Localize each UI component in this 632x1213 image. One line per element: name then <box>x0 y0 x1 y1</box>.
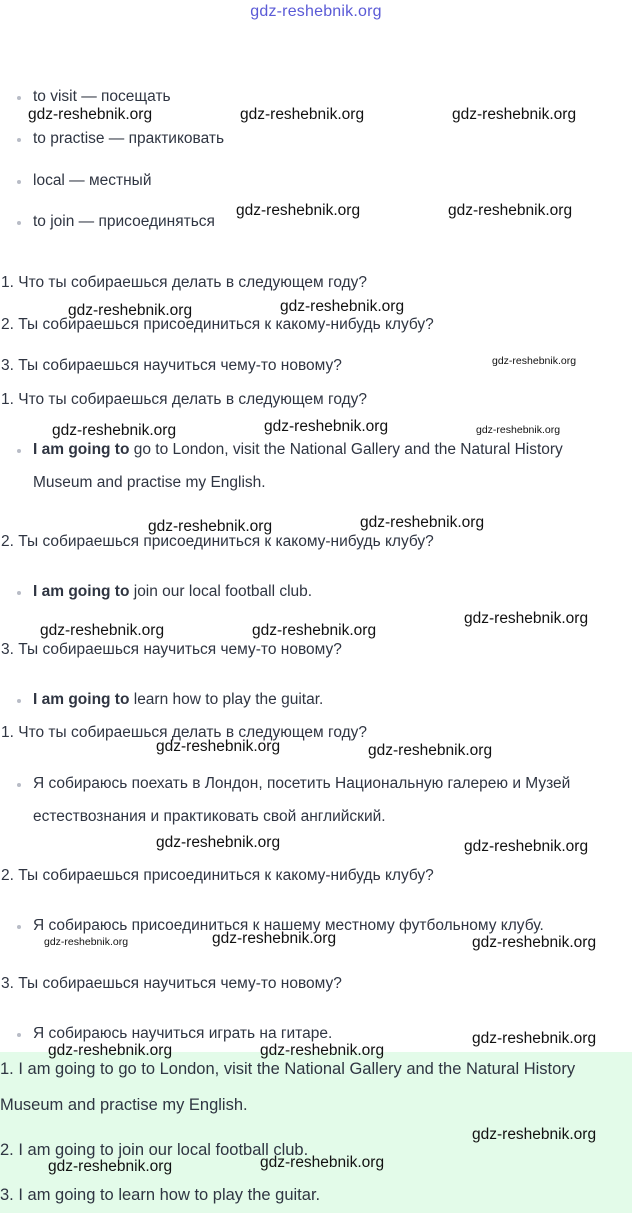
watermark: gdz-reshebnik.org <box>464 610 589 627</box>
vocab-item-join: to join — присоединяться <box>33 213 215 230</box>
watermark: gdz-reshebnik.org <box>260 1154 385 1171</box>
answer-en-2 <box>33 583 312 601</box>
watermark: gdz-reshebnik.org <box>240 106 365 123</box>
answer-en-3 <box>33 691 323 709</box>
watermark: gdz-reshebnik.org <box>368 742 493 759</box>
watermark: gdz-reshebnik.org <box>252 622 377 639</box>
question-1: 1. Что ты собираешься делать в следующем году? <box>1 391 368 408</box>
answer-ru-1-line2: естествознания и практиковать свой английский. <box>33 808 386 825</box>
watermark: gdz-reshebnik.org <box>492 355 577 367</box>
watermark: gdz-reshebnik.org <box>40 622 165 639</box>
watermark: gdz-reshebnik.org <box>48 1042 173 1059</box>
watermark: gdz-reshebnik.org <box>360 514 485 531</box>
vocab-item-local: local — местный <box>33 172 152 189</box>
answer-en-2-rest: join our local football club. <box>129 583 313 600</box>
watermark: gdz-reshebnik.org <box>472 934 597 951</box>
question-3: 3. Ты собираешься научиться чему-то новому? <box>1 975 342 992</box>
question-1: 1. Что ты собираешься делать в следующем году? <box>1 724 368 741</box>
answer-ru-2: Я собираюсь присоединиться к нашему местному футбольному клубу. <box>33 917 544 934</box>
answer-en-2-bold: I am going to <box>33 583 130 600</box>
watermark: gdz-reshebnik.org <box>472 1126 597 1143</box>
question-1: 1. Что ты собираешься делать в следующем году? <box>1 274 368 291</box>
final-answer-1: 1. I am going to go to London, visit the National Gallery and the Natural History <box>0 1060 576 1078</box>
answer-en-1 <box>33 441 563 459</box>
watermark: gdz-reshebnik.org <box>236 202 361 219</box>
answer-en-1-rest: go to London, visit the National Gallery and the Natural History <box>129 441 563 458</box>
watermark: gdz-reshebnik.org <box>260 1042 385 1059</box>
answer-en-3-rest: learn how to play the guitar. <box>129 691 324 708</box>
answer-en-1-bold: I am going to <box>33 441 130 458</box>
watermark: gdz-reshebnik.org <box>280 298 405 315</box>
watermark: gdz-reshebnik.org <box>28 106 153 123</box>
answer-ru-3: Я собираюсь научиться играть на гитаре. <box>33 1025 333 1042</box>
final-answer-2: 2. I am going to join our local football club. <box>0 1141 309 1159</box>
watermark: gdz-reshebnik.org <box>448 202 573 219</box>
watermark: gdz-reshebnik.org <box>52 422 177 439</box>
question-2: 2. Ты собираешься присоединиться к какому-нибудь клубу? <box>1 316 434 333</box>
vocab-item-practise: to practise — практиковать <box>33 130 225 147</box>
question-3: 3. Ты собираешься научиться чему-то новому? <box>1 357 342 374</box>
watermark: gdz-reshebnik.org <box>476 424 561 436</box>
question-2: 2. Ты собираешься присоединиться к какому-нибудь клубу? <box>1 867 434 884</box>
answer-en-3-bold: I am going to <box>33 691 130 708</box>
final-answer-3: 3. I am going to learn how to play the guitar. <box>0 1186 321 1204</box>
question-3: 3. Ты собираешься научиться чему-то новому? <box>1 641 342 658</box>
watermark: gdz-reshebnik.org <box>156 738 281 755</box>
header-site-link[interactable]: gdz-reshebnik.org <box>250 3 382 20</box>
question-2: 2. Ты собираешься присоединиться к какому-нибудь клубу? <box>1 533 434 550</box>
watermark: gdz-reshebnik.org <box>264 418 389 435</box>
answer-en-1-line2: Museum and practise my English. <box>33 474 266 491</box>
watermark: gdz-reshebnik.org <box>48 1158 173 1175</box>
answer-ru-1: Я собираюсь поехать в Лондон, посетить Национальную галерею и Музей <box>33 775 571 792</box>
final-answer-1-line2: Museum and practise my English. <box>0 1096 248 1114</box>
watermark: gdz-reshebnik.org <box>464 838 589 855</box>
watermark: gdz-reshebnik.org <box>452 106 577 123</box>
watermark: gdz-reshebnik.org <box>472 1030 597 1047</box>
watermark: gdz-reshebnik.org <box>68 302 193 319</box>
watermark: gdz-reshebnik.org <box>44 936 129 948</box>
watermark: gdz-reshebnik.org <box>156 834 281 851</box>
watermark: gdz-reshebnik.org <box>148 518 273 535</box>
watermark: gdz-reshebnik.org <box>212 930 337 947</box>
vocab-item-visit: to visit — посещать <box>33 88 171 105</box>
